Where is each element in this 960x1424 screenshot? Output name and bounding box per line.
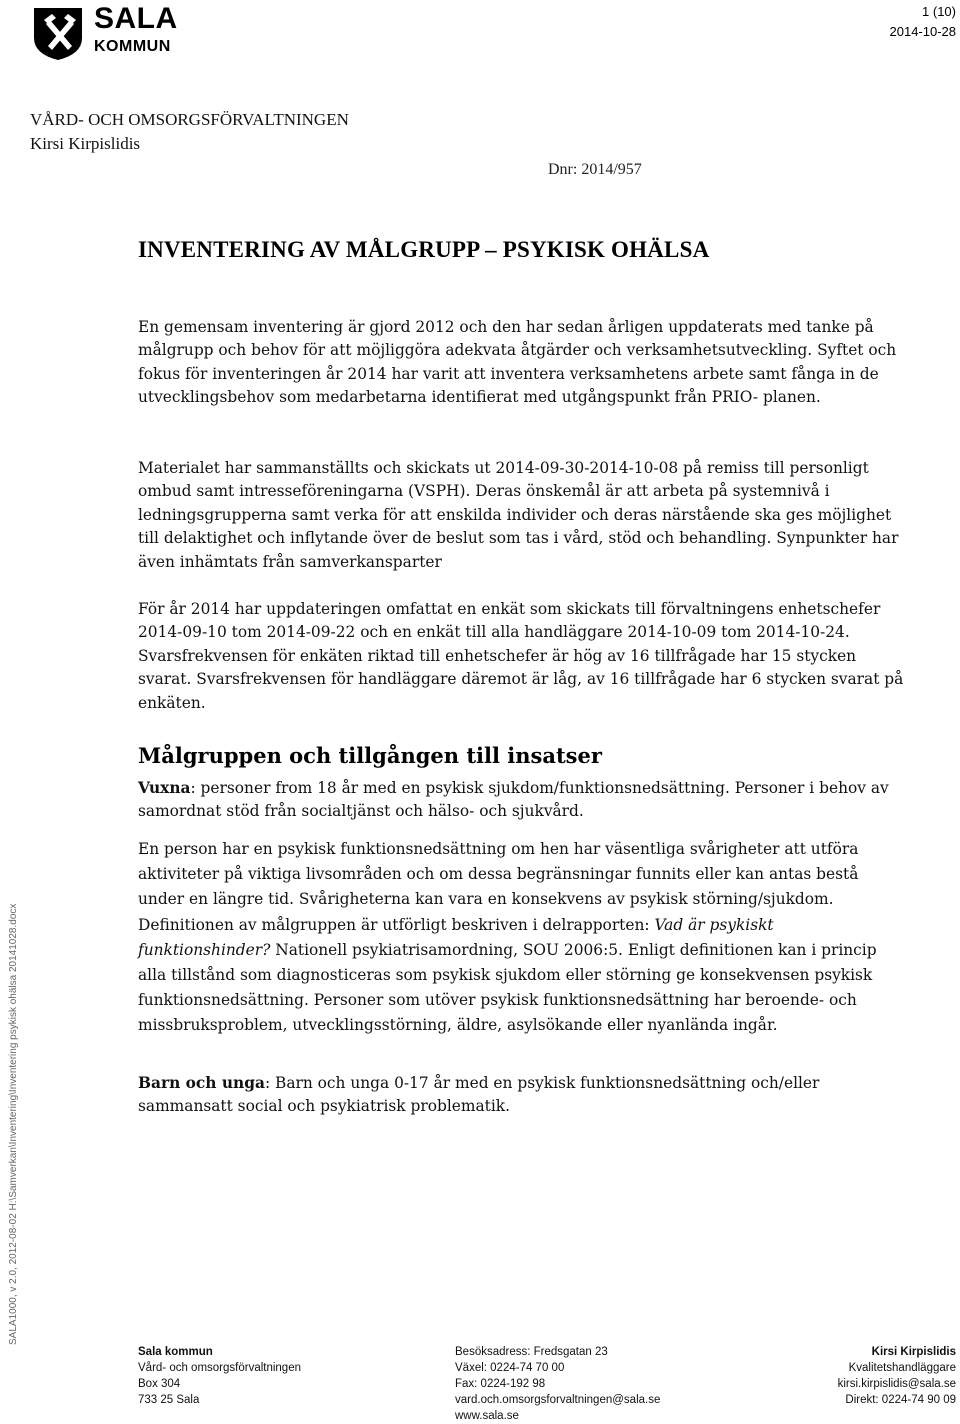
author-name: Kirsi Kirpislidis <box>30 134 141 153</box>
adults-text: : personer from 18 år med en psykisk sjukdom/funktionsnedsättning. Personer i behov av samordnat stöd från socialtjänst och hälso- och sjukvård. <box>138 779 889 821</box>
footer-visit-address: Besöksadress: Fredsgatan 23 <box>455 1346 608 1358</box>
adults-paragraph <box>138 777 908 824</box>
children-label: Barn och unga <box>138 1074 265 1092</box>
adults-label: Vuxna <box>138 779 191 797</box>
footer-dept: Vård- och omsorgsförvaltningen <box>138 1362 301 1374</box>
footer-box: Box 304 <box>138 1378 181 1390</box>
footer-person-email-link[interactable]: kirsi.kirpislidis@sala.se <box>837 1378 956 1390</box>
footer-fax: Fax: 0224-192 98 <box>455 1378 546 1390</box>
sala-kommun-logo <box>30 4 190 60</box>
footer-contact <box>455 1344 660 1424</box>
footer-person-phone: Direkt: 0224-74 90 09 <box>845 1394 956 1406</box>
children-text: : Barn och unga 0-17 år med en psykisk funktionsnedsättning och/eller sammansatt social och psykiatrisk problematik. <box>138 1074 820 1116</box>
definition-text-b: Nationell psykiatrisamordning, SOU 2006:5. Enligt definitionen kan i princip alla tillstånd som diagnosticeras som psykisk sjukdom eller störning ge konsekvensen psykisk funktionsnedsättning. Personer som utöver psykisk funktionsnedsättning har beroende- och missbruksproblem, utvecklingsstörning, äldre, asylsökande eller nyanlända ingår. <box>138 940 877 1035</box>
definition-text-a: En person har en psykisk funktionsnedsättning om hen har väsentliga svårigheter att utföra aktiviteter på viktiga livsområden och om dessa begränsningar funnits eller kan antas bestå under en längre tid. Svårigheterna kan vara en konsekvens av psykisk störning/sjukdom. Definitionen av målgruppen är utförligt beskriven i delrapporten: <box>138 840 859 934</box>
intro-paragraph-3: För år 2014 har uppdateringen omfattat en enkät som skickats till förvaltningens enhetschefer 2014-09-10 tom 2014-09-22 och en enkät till alla handläggare 2014-10-09 tom 2014-10-24. Svarsfrekvensen för enkäten riktad till enhetschefer är hög av 16 tillfrågade har 15 stycken svarat. Svarsfrekvensen för handläggare däremot är låg, av 16 tillfrågade har 6 stycken svarat på enkäten. <box>138 600 904 712</box>
reference-number: Dnr: 2014/957 <box>548 161 642 178</box>
department-name: VÅRD- OCH OMSORGSFÖRVALTNINGEN <box>30 110 349 129</box>
footer-postal: 733 25 Sala <box>138 1394 200 1406</box>
footer-person <box>838 1344 956 1408</box>
sender-block <box>30 108 349 156</box>
children-paragraph <box>138 1072 908 1119</box>
document-date: 2014-10-28 <box>889 24 956 39</box>
template-path-sidebar: SALA1000, v 2.0, 2012-08-02 H:\Samverkan\Inventering\Inventering psykisk ohälsa 20141028.docx <box>8 903 19 1345</box>
section-heading: Målgruppen och tillgången till insatser <box>138 743 602 768</box>
footer-org-name: Sala kommun <box>138 1346 213 1358</box>
logo-line1: SALA <box>94 2 178 35</box>
footer-address <box>138 1344 301 1408</box>
intro-paragraph-2: Materialet har sammanställts och skickats ut 2014-09-30-2014-10-08 på remiss till personligt ombud samt intresseföreningarna (VSPH). Deras önskemål är att arbeta på systemnivå i ledningsgrupperna samt verka för att enskilda individer och deras närstående ska ges möjlighet till delaktighet och inflytande över de beslut som tas i vård, stöd och behandling. Synpunkter har även inhämtats från samverkansparter <box>138 459 899 571</box>
footer-website-link[interactable]: www.sala.se <box>455 1410 519 1422</box>
definition-report-title: Vad är psykiskt funktionshinder? <box>138 915 774 959</box>
page-number: 1 (10) <box>922 4 956 19</box>
footer-person-role: Kvalitetshandläggare <box>848 1362 956 1374</box>
footer-switchboard: Växel: 0224-74 70 00 <box>455 1362 565 1374</box>
intro-paragraph-1: En gemensam inventering är gjord 2012 och den har sedan årligen uppdaterats med tanke på målgrupp och behov för att möjliggöra adekvata åtgärder och verksamhetsutveckling. Syftet och fokus för inventeringen år 2014 har varit att inventera verksamhetens arbete samt fånga in de utvecklingsbehov som medarbetarna identifierat med utgångspunkt från PRIO- planen. <box>138 318 897 407</box>
logo-line2: KOMMUN <box>94 38 171 55</box>
footer-person-name: Kirsi Kirpislidis <box>871 1346 956 1358</box>
crossed-hammers-icon <box>30 4 90 60</box>
document-title: INVENTERING AV MÅLGRUPP – PSYKISK OHÄLSA <box>138 237 710 262</box>
footer-email-link[interactable]: vard.och.omsorgsforvaltningen@sala.se <box>455 1394 661 1406</box>
definition-paragraph <box>138 837 908 1039</box>
page-info <box>890 2 957 42</box>
